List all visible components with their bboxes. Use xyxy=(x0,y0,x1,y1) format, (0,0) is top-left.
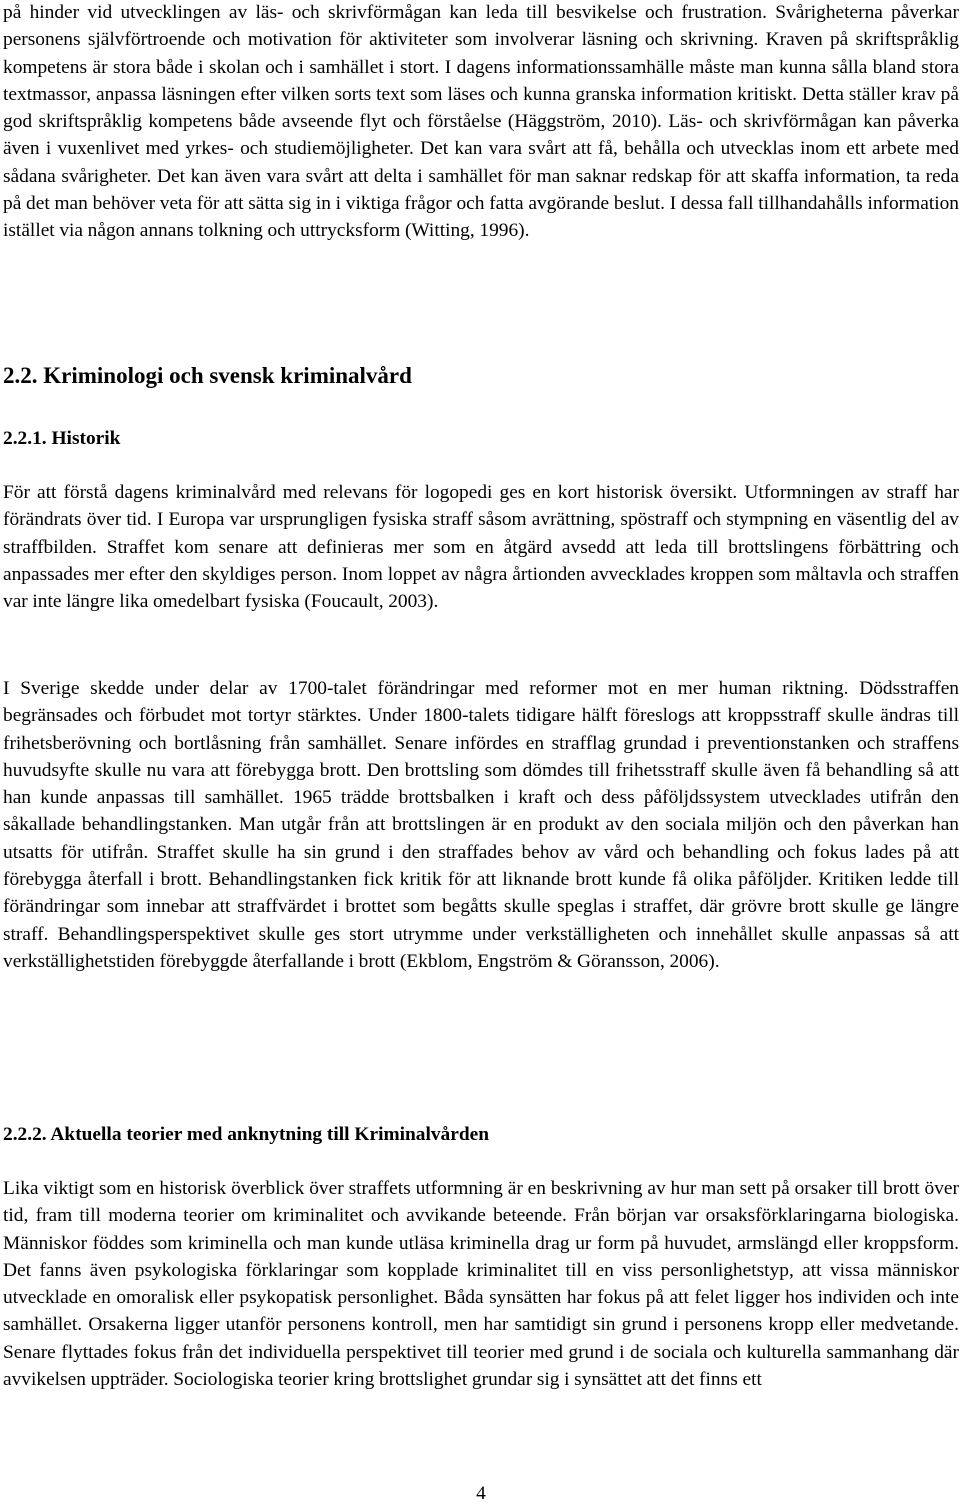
document-page xyxy=(3,0,959,1506)
page-number: 4 xyxy=(476,1483,486,1504)
subsection-heading-aktuella-teorier: 2.2.2. Aktuella teorier med anknytning till Kriminalvården xyxy=(3,1124,490,1145)
subsection-heading-historik: 2.2.1. Historik xyxy=(3,428,121,449)
historik-paragraph-2: I Sverige skedde under delar av 1700-talet förändringar med reformer mot en mer human riktning. Dödsstraffen begränsades och förbudet mot tortyr stärktes. Under 1800-talets tidigare hälft föreslogs att kroppsstraff skulle ändras till frihetsberövning och bortlåsning från samhället. Senare infördes en strafflag grundad i preventionstanken och straffens huvudsyfte skulle nu vara att förebygga brott. Den brottsling som dömdes till frihetsstraff skulle även få behandling så att han kunde anpassas till samhället. 1965 trädde brottsbalken i kraft och dess påföljdssystem utvecklades utifrån den såkallade behandlingstanken. Man utgår från att brottslingen är en produkt av den sociala miljön och den påverkan han utsatts för utifrån. Straffet skulle ha sin grund i den straffades behov av vård och behandling och fokus lades på att förebygga återfall i brott. Behandlingstanken fick kritik för att liknande brott kunde få olika påföljder. Kritiken ledde till förändringar som innebar att straffvärdet i brottet som begåtts skulle speglas i straffet, där grövre brott skulle ge längre straff. Behandlingsperspektivet skulle ges stort utrymme under verkställigheten och innehållet skulle anpassas så att verkställighetstiden förebyggde återfallande i brott (Ekblom, Engström & Göransson, 2006). xyxy=(3,678,959,972)
teorier-paragraph: Lika viktigt som en historisk överblick över straffets utformning är en beskrivning av hur man sett på orsaker till brott över tid, fram till moderna teorier om kriminalitet och avvikande beteende. Från början var orsaksförklaringarna biologiska. Människor föddes som kriminella och man kunde utläsa kriminella drag ur form på huvudet, armslängd eller kroppsform. Det fanns även psykologiska förklaringar som kopplade kriminalitet till en viss personlighetstyp, att vissa människor utvecklade en omoralisk eller psykopatisk personlighet. Båda synsätten har fokus på att felet ligger hos individen och inte samhället. Orsakerna ligger utanför personens kontroll, men har samtidigt sin grund i personens kropp eller medvetande. Senare flyttades fokus från det individuella perspektivet till teorier med grund i de sociala och kulturella sammanhang där avvikelsen uppträder. Sociologiska teorier kring brottslighet grundar sig i synsättet att det finns ett xyxy=(3,1178,959,1391)
section-heading-2-2: 2.2. Kriminologi och svensk kriminalvård xyxy=(3,363,412,388)
intro-paragraph: på hinder vid utvecklingen av läs- och skrivförmågan kan leda till besvikelse och frustration. Svårigheterna påverkar personens självförtroende och motivation för aktiviteter som involverar läsning och skrivning. Kraven på skriftspråklig kompetens är stora både i skolan och i samhället i stort. I dagens informationssamhälle måste man kunna sålla bland stora textmassor, anpassa läsningen efter vilken sorts text som läses och kunna granska information kritiskt. Detta ställer krav på god skriftspråklig kompetens både avseende flyt och förståelse (Häggström, 2010). Läs- och skrivförmågan kan påverka även i vuxenlivet med yrkes- och studiemöjligheter. Det kan vara svårt att få, behålla och utvecklas inom ett arbete med sådana svårigheter. Det kan även vara svårt att delta i samhället för man saknar redskap för att skaffa information, ta reda på det man behöver veta för att sätta sig in i viktiga frågor och fatta avgörande beslut. I dessa fall tillhandahålls information istället via någon annans tolkning och uttrycksform (Witting, 1996). xyxy=(3,2,959,242)
historik-paragraph-1: För att förstå dagens kriminalvård med relevans för logopedi ges en kort historisk översikt. Utformningen av straff har förändrats över tid. I Europa var ursprungligen fysiska straff såsom avrättning, spöstraff och stympning en väsentlig del av straffbilden. Straffet kom senare att definieras mer som en åtgärd avsedd att leda till brottslingens förbättring och anpassades mer efter den skyldiges person. Inom loppet av några årtionden avvecklades kroppen som måltavla och straffen var inte längre lika omedelbart fysiska (Foucault, 2003). xyxy=(3,482,959,613)
